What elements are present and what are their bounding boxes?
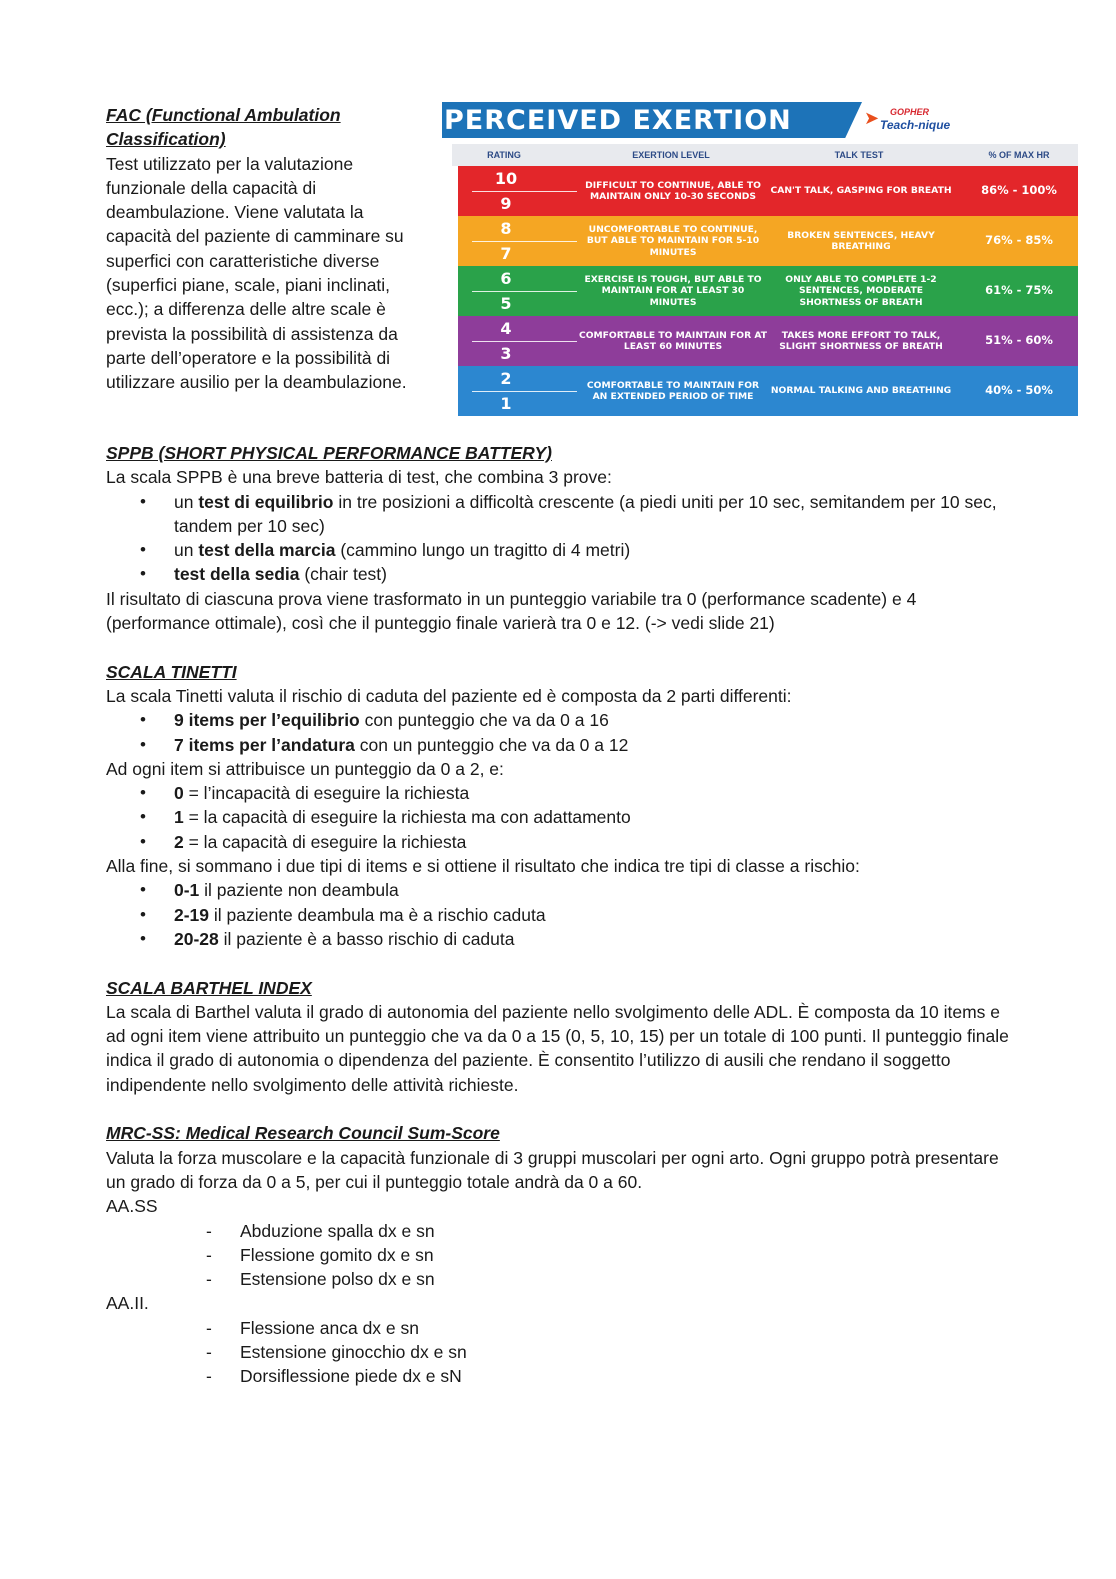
- rating-high: 6: [500, 269, 512, 288]
- exertion-band-4-3: [458, 316, 1078, 366]
- item-text: = l’incapacità di eseguire la richiesta: [183, 783, 470, 804]
- tinetti-score-list: [106, 781, 1016, 854]
- list-item: [106, 781, 1016, 805]
- item-bold: 0: [174, 783, 184, 804]
- mrc-upper-list: [106, 1219, 1016, 1292]
- rating-low: 5: [500, 294, 512, 313]
- logo-brand-bottom: Teach-nique: [880, 118, 951, 132]
- tinetti-score-intro: Ad ogni item si attribuisce un punteggio da 0 a 2, e:: [106, 758, 504, 779]
- list-item: - Flessione gomito dx e sn: [106, 1243, 1016, 1267]
- item-bold: 2-19: [174, 904, 210, 925]
- max-hr-percent: 61% - 75%: [985, 283, 1053, 298]
- item-prefix: un: [174, 491, 199, 512]
- sppb-title: SPPB (SHORT PHYSICAL PERFORMANCE BATTERY): [106, 443, 552, 463]
- item-prefix: un: [174, 540, 199, 561]
- list-item: [106, 538, 1016, 562]
- item-text: il paziente deambula ma è a rischio caduta: [209, 904, 546, 925]
- sppb-section: [106, 441, 1016, 635]
- list-item: - Estensione polso dx e sn: [106, 1267, 1016, 1291]
- document-body: [106, 441, 1016, 1389]
- item-text: con un punteggio che va da 0 a 12: [354, 734, 629, 755]
- list-item: [106, 878, 1016, 902]
- sppb-outro: Il risultato di ciascuna prova viene trasformato in un punteggio variabile tra 0 (performance scadente) e 4 (performance ottimale), così che il punteggio finale varierà tra 0 e 12. (-> vedi slide 21): [106, 588, 917, 634]
- logo-brand-top: GOPHER: [890, 107, 930, 117]
- max-hr-percent: 40% - 50%: [985, 383, 1053, 398]
- talk-test: TAKES MORE EFFORT TO TALK, SLIGHT SHORTNESS OF BREATH: [779, 329, 943, 352]
- rating-numbers: [458, 166, 578, 216]
- list-item: [106, 830, 1016, 854]
- rating-high: 8: [500, 219, 512, 238]
- max-hr-percent: 76% - 85%: [985, 233, 1053, 248]
- tinetti-risk-list: [106, 878, 1016, 951]
- mrc-lower-label: AA.II.: [106, 1293, 149, 1314]
- list-item: - Abduzione spalla dx e sn: [106, 1219, 1016, 1243]
- item-bold: test di equilibrio: [198, 491, 334, 512]
- mrc-text: Valuta la forza muscolare e la capacità funzionale di 3 gruppi muscolari per ogni arto. Ogni gruppo potrà presentare un grado di forza da 0 a 5, per cui il punteggio totale andrà da 0 a 60.: [106, 1147, 999, 1192]
- rating-low: 3: [500, 344, 512, 363]
- rating-high: 4: [500, 319, 512, 338]
- rating-numbers: [458, 266, 578, 316]
- tinetti-intro: La scala Tinetti valuta il rischio di caduta del paziente ed è composta da 2 parti differenti:: [106, 685, 792, 706]
- mrc-upper-label: AA.SS: [106, 1196, 158, 1217]
- item-text: in tre posizioni a difficoltà crescente (a piedi uniti per 10 sec, semitandem per 10 sec, tandem per 10 sec): [174, 491, 997, 536]
- fac-text: Test utilizzato per la valutazione funzionale della capacità di deambulazione. Viene valutata la capacità del paziente di camminare su superfici con caratteristiche diverse (superfici piane, scale, piani inclinati, ecc.); a differenza delle altre scale è prevista la possibilità di assistenza da parte dell’operatore e la possibilità di utilizzare ausilio per la deambulazione.: [106, 153, 407, 393]
- rating-numbers: [458, 316, 578, 366]
- mrc-title: MRC-SS: Medical Research Council Sum-Score: [106, 1123, 500, 1144]
- sppb-test-list: [106, 490, 1016, 587]
- list-item: - Flessione anca dx e sn: [106, 1316, 1016, 1340]
- item-bold: 7 items per l’andatura: [174, 734, 355, 755]
- item-text: = la capacità di eseguire la richiesta: [183, 831, 467, 852]
- header-rating: RATING: [487, 150, 521, 160]
- max-hr-percent: 51% - 60%: [985, 333, 1053, 348]
- tinetti-parts-list: [106, 708, 1016, 757]
- barthel-text: La scala di Barthel valuta il grado di autonomia del paziente nello svolgimento delle ADL. È composta da 10 items e ad ogni item viene attribuito un punteggio che va da 0 a 15 (0, 5, 10, 15) per un totale di 100 punti. Il punteggio finale indica il grado di autonomia o dipendenza del paziente. È consentito l’utilizzo di ausili che rendano il soggetto indipendente nello svolgimento delle attività richieste.: [106, 1001, 1009, 1095]
- barthel-section: [106, 976, 1016, 1097]
- mrc-section: [106, 1121, 1016, 1388]
- talk-test: ONLY ABLE TO COMPLETE 1-2 SENTENCES, MODERATE SHORTNESS OF BREATH: [785, 273, 937, 308]
- rating-low: 9: [500, 194, 512, 213]
- exertion-band-6-5: [458, 266, 1078, 316]
- exertion-title: PERCEIVED EXERTION: [444, 105, 792, 136]
- sppb-intro: La scala SPPB è una breve batteria di test, che combina 3 prove:: [106, 467, 612, 488]
- item-text: (cammino lungo un tragitto di 4 metri): [335, 540, 631, 561]
- exertion-level: DIFFICULT TO CONTINUE, ABLE TO MAINTAIN ONLY 10-30 SECONDS: [585, 179, 761, 202]
- exertion-level: EXERCISE IS TOUGH, BUT ABLE TO MAINTAIN FOR AT LEAST 30 MINUTES: [584, 273, 762, 308]
- item-bold: test della marcia: [198, 540, 336, 561]
- exertion-band-10-9: [458, 166, 1078, 216]
- item-text: = la capacità di eseguire la richiesta ma con adattamento: [183, 807, 631, 828]
- item-text: il paziente è a basso rischio di caduta: [218, 928, 515, 949]
- list-item: - Dorsiflessione piede dx e sN: [106, 1364, 1016, 1388]
- item-text: con punteggio che va da 0 a 16: [359, 710, 609, 731]
- item-bold: 1: [174, 807, 184, 828]
- list-item: [106, 733, 1016, 757]
- rating-high: 2: [500, 369, 512, 388]
- item-bold: 0-1: [174, 880, 200, 901]
- exertion-level: UNCOMFORTABLE TO CONTINUE, BUT ABLE TO MAINTAIN FOR 5-10 MINUTES: [586, 223, 760, 258]
- list-item: [106, 805, 1016, 829]
- item-text: il paziente non deambula: [199, 880, 399, 901]
- talk-test: BROKEN SENTENCES, HEAVY BREATHING: [787, 229, 935, 252]
- fac-section: [106, 103, 431, 395]
- tinetti-section: [106, 660, 1016, 952]
- rating-numbers: [458, 366, 578, 416]
- item-text: (chair test): [299, 564, 388, 585]
- spacer: [106, 635, 1016, 659]
- rating-low: 1: [500, 394, 512, 413]
- rating-numbers: [458, 216, 578, 266]
- item-bold: 9 items per l’equilibrio: [174, 710, 360, 731]
- list-item: [106, 927, 1016, 951]
- list-item: [106, 903, 1016, 927]
- exertion-level: COMFORTABLE TO MAINTAIN FOR AN EXTENDED PERIOD OF TIME: [586, 379, 760, 402]
- header-exertion-level: EXERTION LEVEL: [632, 150, 710, 160]
- talk-test: CAN'T TALK, GASPING FOR BREATH: [770, 185, 952, 197]
- exertion-band-2-1: [458, 366, 1078, 416]
- exertion-table-header: [452, 144, 1078, 166]
- list-item: - Estensione ginocchio dx e sn: [106, 1340, 1016, 1364]
- max-hr-percent: 86% - 100%: [981, 183, 1057, 198]
- spacer: [106, 951, 1016, 975]
- item-bold: 20-28: [174, 928, 219, 949]
- header-max-hr: % OF MAX HR: [988, 150, 1050, 160]
- mrc-lower-list: [106, 1316, 1016, 1389]
- item-bold: 2: [174, 831, 184, 852]
- tinetti-risk-intro: Alla fine, si sommano i due tipi di items e si ottiene il risultato che indica tre tipi di classe a rischio:: [106, 856, 860, 877]
- talk-test: NORMAL TALKING AND BREATHING: [770, 385, 952, 397]
- perceived-exertion-chart: [442, 102, 1078, 414]
- tinetti-title: SCALA TINETTI: [106, 661, 237, 682]
- fac-title: FAC (Functional Ambulation Classification): [106, 105, 341, 150]
- barthel-title: SCALA BARTHEL INDEX: [106, 977, 312, 998]
- exertion-band-8-7: [458, 216, 1078, 266]
- header-talk-test: TALK TEST: [834, 150, 884, 160]
- gopher-logo: [864, 106, 976, 136]
- spacer: [106, 1097, 1016, 1121]
- rating-low: 7: [500, 244, 512, 263]
- rating-high: 10: [494, 169, 518, 188]
- list-item: [106, 708, 1016, 732]
- exertion-level: COMFORTABLE TO MAINTAIN FOR AT LEAST 60 MINUTES: [578, 329, 768, 352]
- list-item: [106, 562, 1016, 586]
- runner-icon: ➤: [864, 108, 880, 128]
- item-bold: test della sedia: [174, 564, 300, 585]
- list-item: [106, 490, 1016, 539]
